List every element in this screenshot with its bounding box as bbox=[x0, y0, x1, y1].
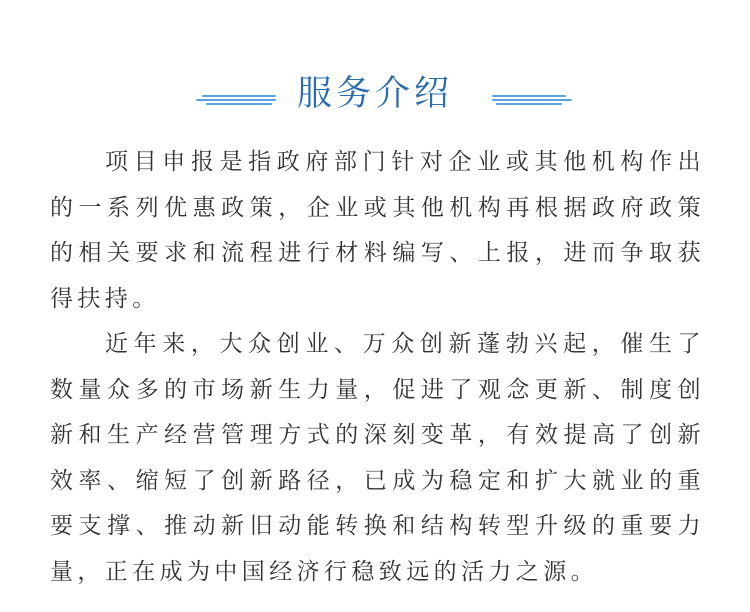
title-decoration-right bbox=[492, 94, 572, 106]
service-description bbox=[50, 140, 705, 595]
section-header bbox=[0, 68, 750, 124]
paragraph-1: 项目申报是指政府部门针对企业或其他机构作出的一系列优惠政策，企业或其他机构再根据政府政策的相关要求和流程进行材料编写、上报，进而争取获得扶持。 bbox=[50, 149, 705, 312]
section-title: 服务介绍 bbox=[296, 74, 453, 114]
paragraph-2: 近年来，大众创业、万众创新蓬勃兴起，催生了数量众多的市场新生力量，促进了观念更新、制度创新和生产经营管理方式的深刻变革，有效提高了创新效率、缩短了创新路径，已成为稳定和扩大就业的重要支撑、推动新旧动能转换和结构转型升级的重要力量，正在成为中国经济行稳致远的活力之源。 bbox=[50, 331, 705, 585]
